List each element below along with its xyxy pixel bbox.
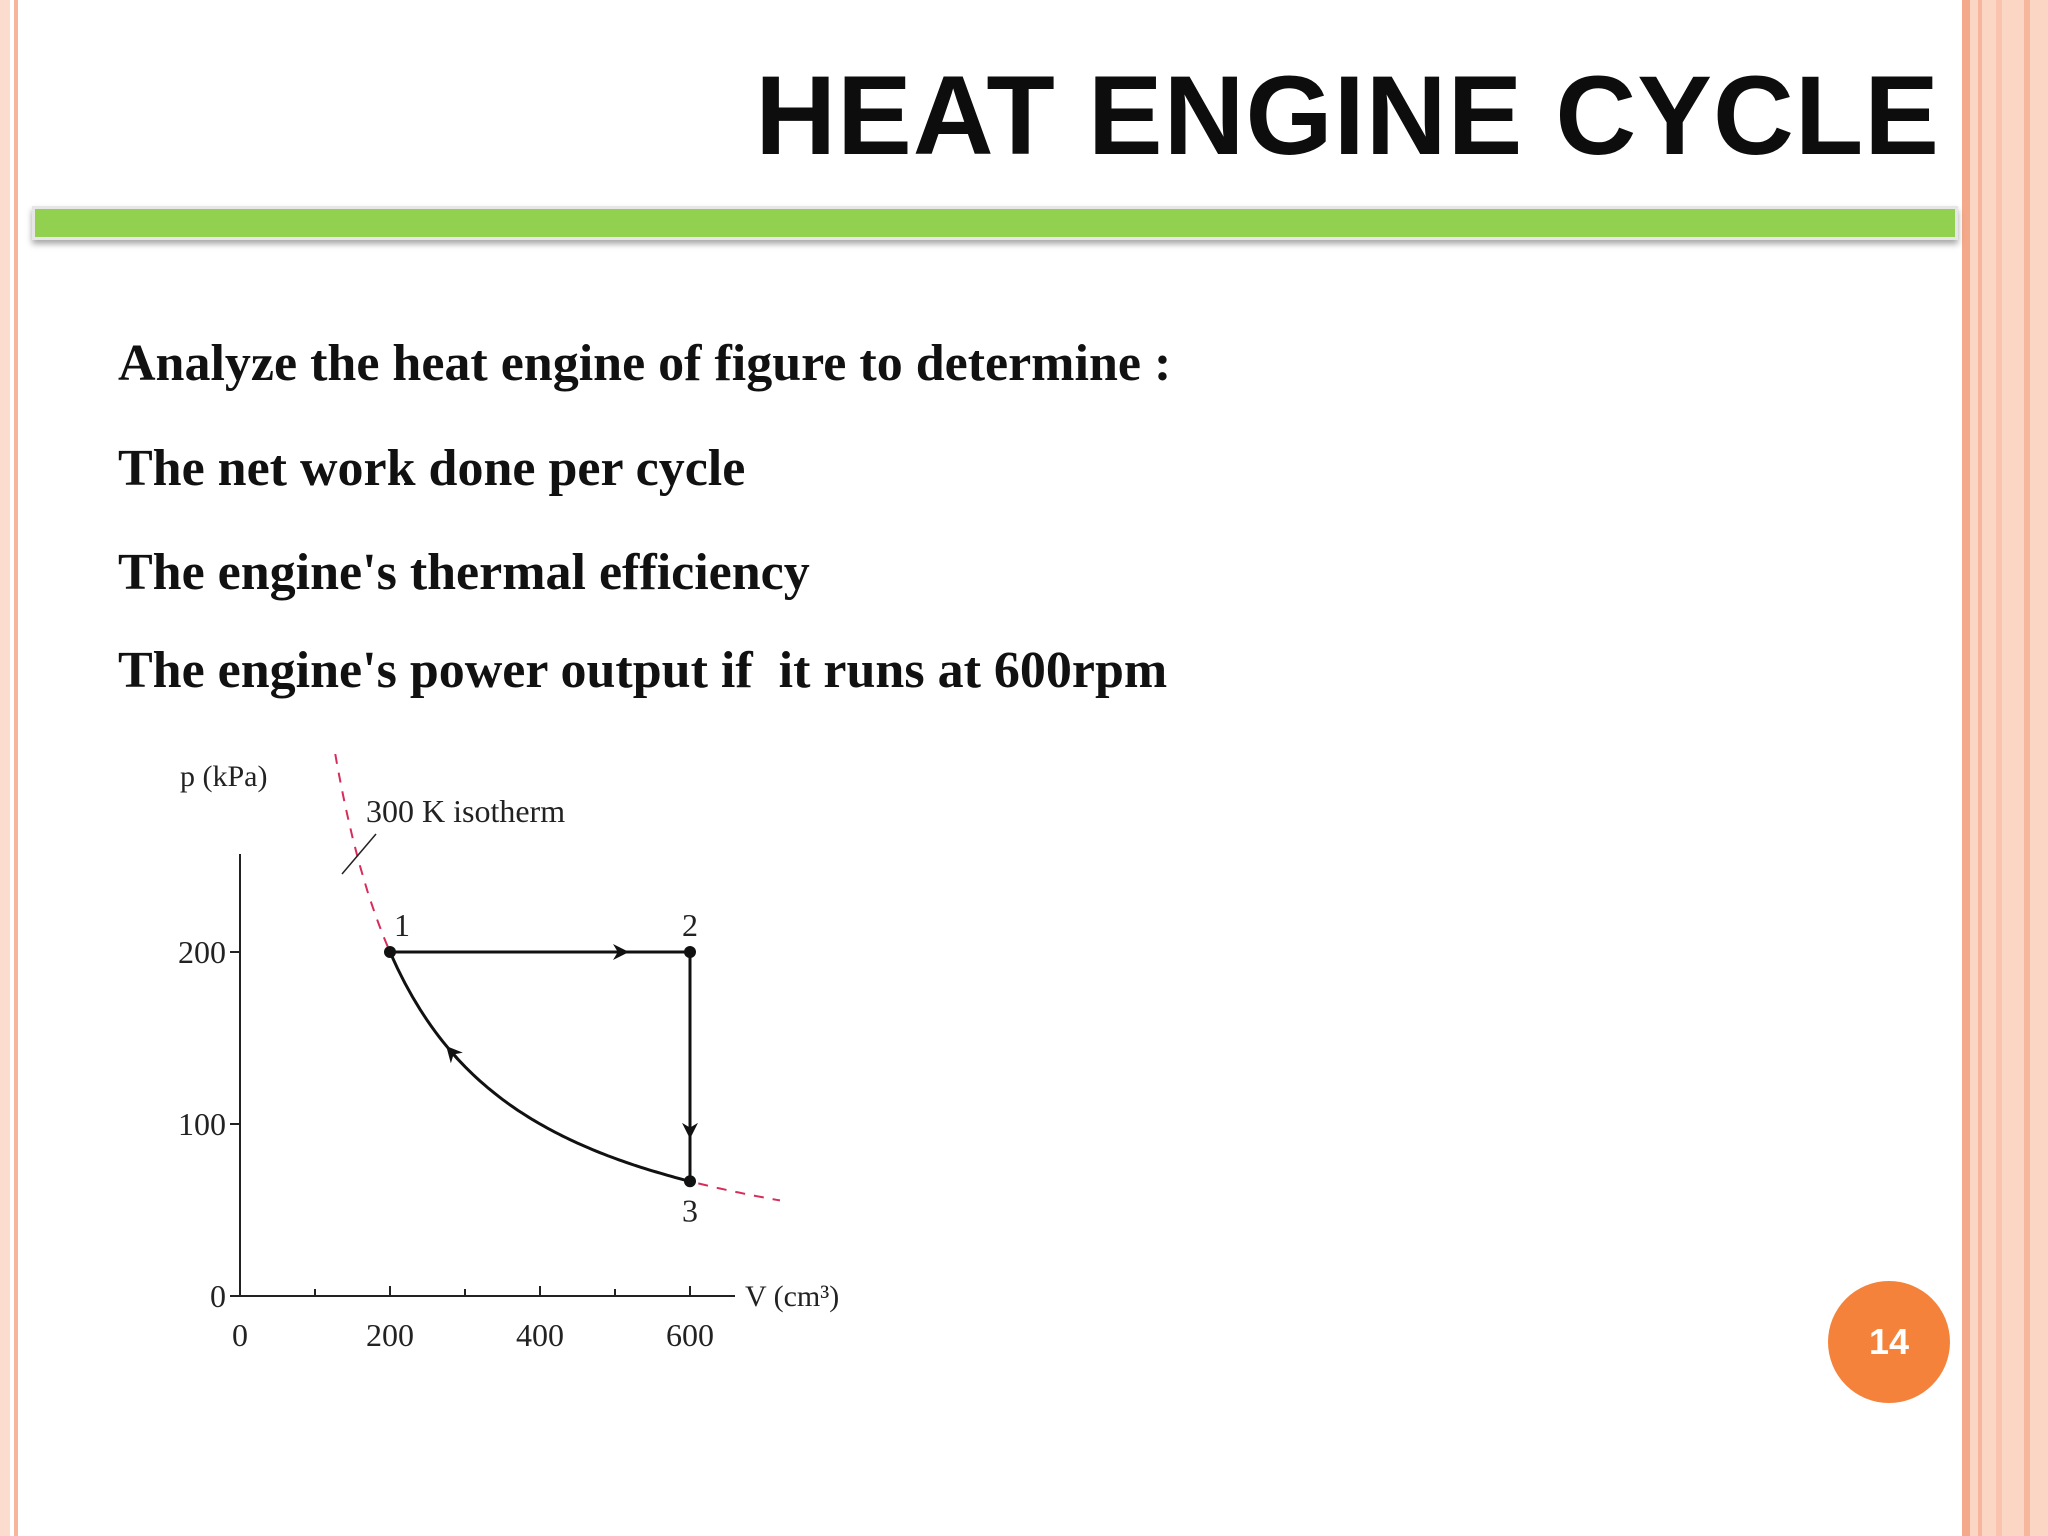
x-tick-label: 400: [516, 1317, 564, 1353]
problem-statement: [118, 334, 1171, 701]
state-label-2: 2: [682, 907, 698, 943]
x-tick-label: 0: [232, 1317, 248, 1353]
question-efficiency: The engine's thermal efficiency: [118, 544, 810, 601]
y-tick-label: 200: [178, 934, 226, 970]
right-border-line: [1996, 0, 2002, 1536]
state-label-1: 1: [394, 907, 410, 943]
right-border-line: [2024, 0, 2030, 1536]
right-border-band: [1962, 0, 2048, 1536]
y-tick-label: 100: [178, 1106, 226, 1142]
x-axis-label: V (cm³): [745, 1280, 840, 1313]
title-divider: [32, 206, 1958, 240]
y-tick-label: 0: [210, 1278, 226, 1314]
slide-title: HEAT ENGINE CYCLE: [755, 53, 1940, 178]
y-axis-label: p (kPa): [180, 760, 268, 793]
x-tick-label: 200: [366, 1317, 414, 1353]
right-border-line: [1962, 0, 1970, 1536]
question-power-output: The engine's power output if it runs at 600rpm: [118, 642, 1168, 699]
state-point-1: [384, 946, 396, 958]
pv-diagram: [140, 752, 900, 1372]
state-point-3: [684, 1175, 696, 1187]
left-border-line: [14, 0, 18, 1536]
right-border-line: [1978, 0, 1982, 1536]
process-3-1: [390, 952, 690, 1181]
isotherm-leader: [342, 834, 376, 874]
page-number-badge: 14: [1828, 1281, 1950, 1403]
problem-intro: Analyze the heat engine of figure to determine :: [118, 335, 1172, 392]
x-tick-label: 600: [666, 1317, 714, 1353]
left-border-band: [0, 0, 10, 1536]
question-net-work: The net work done per cycle: [118, 440, 746, 497]
arrow-3-1: [452, 1052, 458, 1059]
state-point-2: [684, 946, 696, 958]
isotherm-label: 300 K isotherm: [366, 793, 566, 829]
state-label-3: 3: [682, 1192, 698, 1229]
